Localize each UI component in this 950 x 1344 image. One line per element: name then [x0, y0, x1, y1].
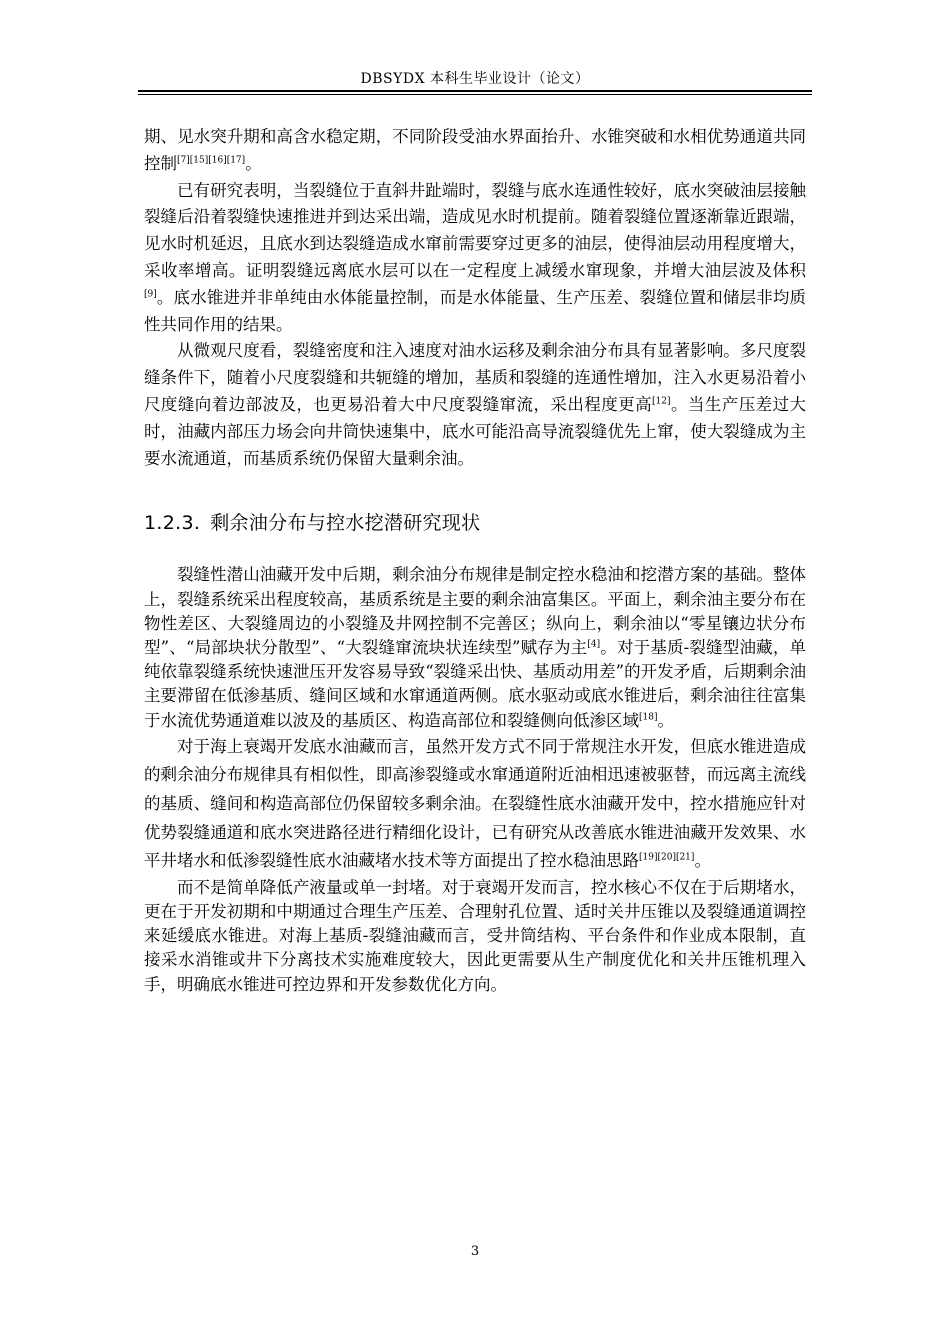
page-number: 3	[470, 1244, 480, 1259]
paragraph-1	[144, 124, 806, 178]
section-title: 剩余油分布与控水挖潜研究现状	[210, 512, 481, 535]
citation: [9]	[144, 289, 157, 300]
citation: [18]	[639, 712, 658, 723]
citation: [7][15][16][17]	[177, 155, 246, 166]
page-footer	[0, 1244, 950, 1259]
paragraph-1-tail: 。	[245, 153, 262, 173]
paragraph-5	[144, 733, 806, 876]
paragraph-3	[144, 338, 806, 472]
section-number: 1.2.3.	[144, 512, 201, 535]
paragraph-1-text: 期、见水突升期和高含水稳定期，不同阶段受油水界面抬升、水锥突破和水相优势通道共同控制	[144, 127, 806, 173]
paragraph-4-tail: 。	[657, 710, 674, 730]
page-header	[138, 68, 812, 88]
section-heading	[144, 508, 806, 535]
paragraph-2	[144, 178, 806, 339]
paragraph-3-text-a: 从微观尺度看，裂缝密度和注入速度对油水运移及剩余油分布具有显著影响。多尺度裂缝条件下，随着小尺度裂缝和共轭缝的增加，基质和裂缝的连通性增加，注入水更易沿着小尺度缝向着边部波及，也更易沿着大中尺度裂缝窜流，采出程度更高	[144, 341, 806, 414]
paragraph-2-text-a: 已有研究表明，当裂缝位于直斜井趾端时，裂缝与底水连通性较好，底水突破油层接触裂缝后沿着裂缝快速推进并到达采出端，造成见水时机提前。随着裂缝位置逐渐靠近跟端，见水时机延迟，且底水到达裂缝造成水窜前需要穿过更多的油层，使得油层动用程度增大，采收率增高。证明裂缝远离底水层可以在一定程度上减缓水窜现象，并增大油层波及体积	[144, 180, 806, 280]
header-title: DBSYDX 本科生毕业设计（论文）	[360, 71, 590, 87]
citation: [4]	[587, 639, 601, 650]
page-body	[144, 124, 806, 997]
paragraph-3-text-b: 。当生产压差过大时，油藏内部压力场会向井筒快速集中，底水可能沿高导流裂缝优先上窜，使大裂缝成为主要水流通道，而基质系统仍保留大量剩余油。	[144, 394, 807, 468]
paragraph-2-text-b: 。底水锥进并非单纯由水体能量控制，而是水体能量、生产压差、裂缝位置和储层非均质性共同作用的结果。	[144, 287, 806, 334]
header-rule-thin	[138, 94, 812, 95]
paragraph-4-text-b: 。对于基质-裂缝型油藏，单纯依靠裂缝系统快速泄压开发容易导致“裂缝采出快、基质动用差”的开发矛盾，后期剩余油主要滞留在低渗基质、缝间区域和水窜通道两侧。底水驱动或底水锥进后，剩余油往往富集于水流优势通道难以波及的基质区、构造高部位和裂缝侧向低渗区域	[144, 637, 807, 730]
paragraph-4	[144, 563, 806, 732]
citation: [19][20][21]	[639, 852, 695, 863]
paragraph-6	[144, 876, 806, 997]
citation: [12]	[652, 396, 671, 407]
paragraph-4-text-a: 裂缝性潜山油藏开发中后期，剩余油分布规律是制定控水稳油和挖潜方案的基础。整体上，裂缝系统采出程度较高，基质系统是主要的剩余油富集区。平面上，剩余油主要分布在物性差区、大裂缝周边的小裂缝及井网控制不完善区；纵向上，剩余油以“零星镶边状分布型”、“局部块状分散型”、“大裂缝窜流块状连续型”赋存为主	[144, 565, 806, 657]
paragraph-5-text: 对于海上衰竭开发底水油藏而言，虽然开发方式不同于常规注水开发，但底水锥进造成的剩余油分布规律具有相似性，即高渗裂缝或水窜通道附近油相迅速被驱替，而远离主流线的基质、缝间和构造高部位仍保留较多剩余油。在裂缝性底水油藏开发中，控水措施应针对优势裂缝通道和底水突进路径进行精细化设计，已有研究从改善底水锥进油藏开发效果、水平井堵水和低渗裂缝性底水油藏堵水技术等方面提出了控水稳油思路	[144, 736, 806, 871]
paragraph-6-text: 而不是简单降低产液量或单一封堵。对于衰竭开发而言，控水核心不仅在于后期堵水，更在于开发初期和中期通过合理生产压差、合理射孔位置、适时关井压锥以及裂缝通道调控来延缓底水锥进。对海上基质-裂缝油藏而言，受井筒结构、平台条件和作业成本限制，直接采水消锥或井下分离技术实施难度较大，因此更需要从生产制度优化和关井压锥机理入手，明确底水锥进可控边界和开发参数优化方向。	[144, 877, 806, 994]
header-rule-thick	[138, 90, 812, 92]
paragraph-5-tail: 。	[694, 851, 711, 871]
